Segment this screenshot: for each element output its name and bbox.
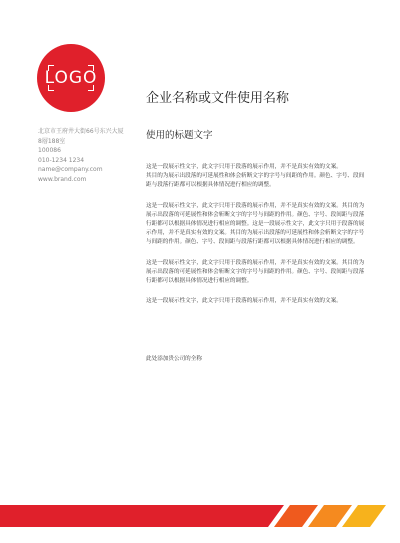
paragraph: 这是一段展示性文字，此文字只用于段落的展示作用，并不是真实有效的文案。 bbox=[146, 164, 342, 170]
section-heading: 使用的标题文字 bbox=[146, 130, 213, 141]
paragraph: 这是一段展示性文字，此文字只用于段落的展示作用，并不是真实有效的文案。其目的为展示出段落的可延展性和体会斩断文字的字号与间距的作用。颜色、字号、段间距与段落行距都可以根据具体情况进行相应的调整。 bbox=[146, 259, 365, 285]
paragraph: 这是一段展示性文字，此文字只用于段落的展示作用，并不是真实有效的文案。其目的为展示出段落的可延展性和体会斩断文字的字号与间距的作用。颜色、字号、段间距与段落行距都可以根据具体情况进行相应的调整。这是一段展示性文字，此文字只用于段落的展示作用，并不是真实有效的文案。其目的为展示出段落的可延展性和体会斩断文字的字号与间距的作用。颜色、字号、段间距与段落行距都可以根据具体情况进行相应的调整。 bbox=[146, 202, 365, 246]
website-url: www.brand.com bbox=[38, 175, 87, 183]
address-line: 北京市王府井大街66号东兴大厦 bbox=[38, 128, 124, 135]
footer-stripe-red bbox=[0, 505, 284, 527]
paragraph: 这是一段展示性文字，此文字只用于段落的展示作用，并不是真实有效的文案。 bbox=[146, 298, 342, 305]
postal-code: 100086 bbox=[38, 147, 61, 154]
phone-number: 010-1234 1234 bbox=[38, 156, 85, 164]
footer-stripe-decoration bbox=[0, 505, 400, 527]
contact-info bbox=[38, 127, 142, 184]
body-text bbox=[146, 163, 368, 317]
logo-text: LOGO bbox=[44, 68, 98, 88]
room-line: 8層188室 bbox=[38, 137, 66, 145]
email-address: name@company.com bbox=[38, 166, 103, 173]
logo bbox=[37, 44, 105, 112]
paragraph: 其目的为展示出段落的可延展性和体会斩断文字的字号与间距的作用。颜色、字号、段间距与段落行距都可以根据具体情况进行相应的调整。 bbox=[146, 173, 365, 189]
document-title: 企业名称或文件使用名称 bbox=[146, 91, 290, 106]
company-full-name: 此处添加贵公司的全称 bbox=[146, 356, 202, 362]
